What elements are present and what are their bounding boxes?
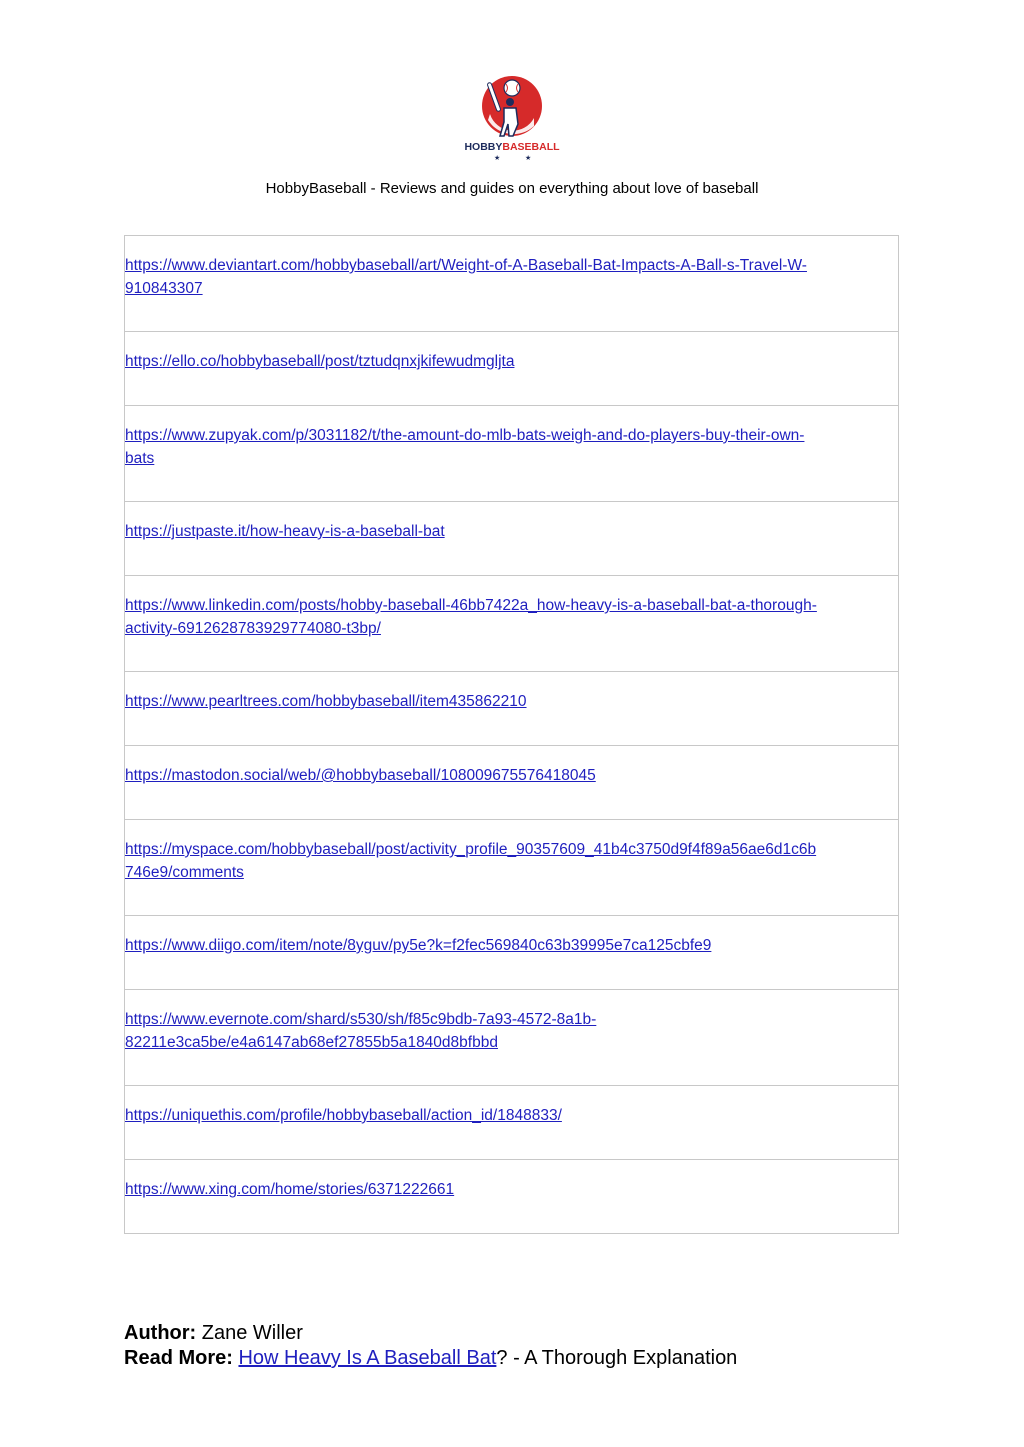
site-tagline: HobbyBaseball - Reviews and guides on everything about love of baseball	[265, 180, 759, 197]
svg-text:★: ★	[525, 154, 532, 162]
link-myspace[interactable]: https://myspace.com/hobbybaseball/post/activity_profile_90357609_41b4c3750d9f4f89a56ae6d1c6b 746e9/comments	[125, 841, 817, 881]
table-row	[125, 576, 898, 672]
link-diigo[interactable]: https://www.diigo.com/item/note/8yguv/py5e?k=f2fec569840c63b39995e7ca125cbfe9	[125, 937, 712, 954]
link-uniquethis[interactable]: https://uniquethis.com/profile/hobbybaseball/action_id/1848833/	[125, 1107, 562, 1124]
baseball-player-logo-icon	[462, 74, 562, 164]
author-label: Author:	[124, 1322, 197, 1344]
table-row	[125, 502, 898, 576]
logo-text-hobby: HOBBY	[464, 141, 503, 153]
footer	[124, 1321, 737, 1371]
hobbybaseball-logo	[462, 74, 562, 164]
link-mastodon[interactable]: https://mastodon.social/web/@hobbybaseball/108009675576418045	[125, 767, 596, 784]
read-more-line	[124, 1346, 737, 1371]
table-row	[125, 990, 898, 1086]
link-linkedin[interactable]: https://www.linkedin.com/posts/hobby-baseball-46bb7422a_how-heavy-is-a-baseball-bat-a-thorough- activity-6912628783929774080-t3bp/	[125, 597, 817, 637]
link-zupyak[interactable]: https://www.zupyak.com/p/3031182/t/the-amount-do-mlb-bats-weigh-and-do-players-buy-their-own- bats	[125, 427, 805, 467]
link-evernote[interactable]: https://www.evernote.com/shard/s530/sh/f85c9bdb-7a93-4572-8a1b- 82211e3ca5be/e4a6147ab68ef27855b5a1840d8bfbbd	[125, 1011, 597, 1051]
link-justpaste[interactable]: https://justpaste.it/how-heavy-is-a-baseball-bat	[125, 523, 445, 540]
svg-text:★: ★	[494, 154, 501, 162]
logo-text-baseball: BASEBALL	[502, 141, 560, 153]
link-deviantart[interactable]: https://www.deviantart.com/hobbybaseball/art/Weight-of-A-Baseball-Bat-Impacts-A-Ball-s-Travel-W- 910843307	[125, 257, 807, 297]
table-row	[125, 406, 898, 502]
table-row	[125, 916, 898, 990]
link-pearltrees[interactable]: https://www.pearltrees.com/hobbybaseball/item435862210	[125, 693, 527, 710]
link-xing[interactable]: https://www.xing.com/home/stories/6371222661	[125, 1181, 455, 1198]
read-more-suffix: ? - A Thorough Explanation	[496, 1347, 738, 1369]
table-row	[125, 672, 898, 746]
table-row	[125, 820, 898, 916]
table-row	[125, 332, 898, 406]
read-more-label: Read More:	[124, 1347, 233, 1369]
link-ello[interactable]: https://ello.co/hobbybaseball/post/tztudqnxjkifewudmgljta	[125, 353, 515, 370]
table-row	[125, 236, 898, 332]
links-table	[124, 235, 899, 1234]
table-row	[125, 746, 898, 820]
table-row	[125, 1086, 898, 1160]
read-more-link[interactable]: How Heavy Is A Baseball Bat	[238, 1347, 497, 1369]
svg-text:HOBBYBASEBALL	[464, 141, 560, 153]
table-row	[125, 1160, 898, 1234]
author-line	[124, 1321, 737, 1346]
author-name: Zane Willer	[201, 1322, 303, 1344]
